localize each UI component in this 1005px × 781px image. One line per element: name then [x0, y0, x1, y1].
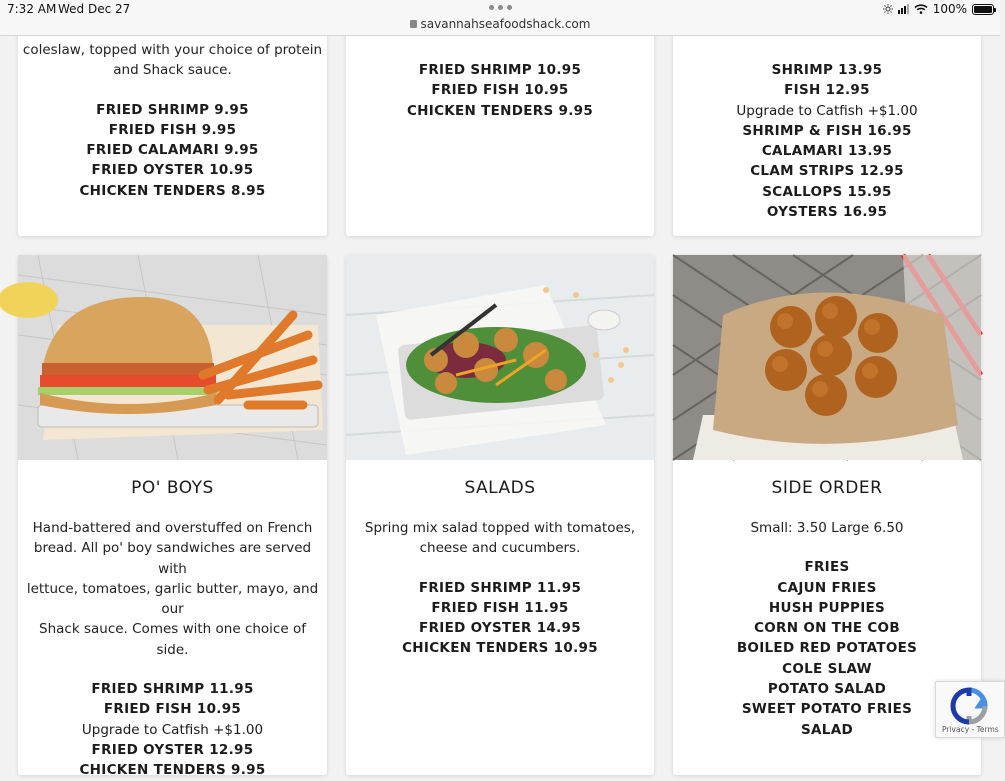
- menu-item: FRIED FISH 9.95: [108, 121, 237, 138]
- card-description-line: Small: 3.50 Large 6.50: [750, 520, 904, 536]
- card-description-line: bread. All po' boy sandwiches are served with: [33, 540, 312, 577]
- menu-item: SWEET POTATO FRIES: [741, 701, 913, 718]
- card-description-line: Shack sauce. Comes with one choice of side.: [39, 621, 306, 658]
- battery-percent: 100%: [932, 2, 967, 16]
- menu-item: FRIED FISH 11.95: [431, 599, 569, 616]
- menu-item: FRIED OYSTER 10.95: [91, 162, 254, 179]
- card-description-line: coleslaw, topped with your choice of protein: [22, 42, 323, 58]
- recaptcha-badge[interactable]: [935, 681, 1005, 738]
- card-description-line: Spring mix salad topped with tomatoes,: [364, 520, 636, 536]
- menu-item: FISH 12.95: [784, 82, 870, 99]
- menu-item: FRIED OYSTER 14.95: [419, 620, 581, 637]
- menu-item: FRIED FISH 10.95: [103, 701, 242, 718]
- address-url: savannahseafoodshack.com: [420, 17, 591, 31]
- multitask-dots-icon[interactable]: [489, 5, 512, 10]
- menu-item: CHICKEN TENDERS 9.95: [406, 102, 594, 119]
- brightness-icon: [883, 4, 893, 14]
- menu-card-salads: [346, 255, 654, 775]
- menu-item: CALAMARI 13.95: [761, 143, 893, 160]
- signal-icon: [898, 4, 909, 14]
- menu-item: CLAM STRIPS 12.95: [750, 163, 904, 180]
- card-title: PO' BOYS: [131, 478, 214, 498]
- wifi-icon: [914, 4, 928, 14]
- menu-item: HUSH PUPPIES: [768, 599, 886, 616]
- menu-item: SALAD: [801, 721, 853, 738]
- status-date: Wed Dec 27: [58, 2, 131, 16]
- card-title: SIDE ORDER: [771, 478, 883, 498]
- po-boy-sandwich-photo: [18, 255, 327, 460]
- recaptcha-icon: [949, 686, 989, 726]
- status-bar: [0, 0, 1000, 36]
- card-description-line: lettuce, tomatoes, garlic butter, mayo, and our: [26, 580, 319, 618]
- menu-item: BOILED RED POTATOES: [736, 640, 918, 657]
- battery-fill: [974, 6, 992, 13]
- hush-puppies-photo: [673, 255, 981, 460]
- card-description-line: cheese and cucumbers.: [419, 540, 581, 557]
- menu-item: CHICKEN TENDERS 9.95: [79, 762, 266, 779]
- menu-item: FRIED SHRIMP 11.95: [91, 681, 254, 698]
- menu-item: FRIED SHRIMP 11.95: [418, 579, 582, 596]
- menu-item: FRIES: [804, 559, 850, 576]
- menu-item: OYSTERS 16.95: [766, 204, 888, 221]
- menu-item: CORN ON THE COB: [754, 620, 900, 637]
- menu-note: Upgrade to Catfish +$1.00: [81, 721, 264, 738]
- menu-item: FRIED SHRIMP 9.95: [96, 101, 249, 118]
- card-title: SALADS: [464, 478, 536, 498]
- menu-item: FRIED SHRIMP 10.95: [418, 62, 582, 78]
- address-bar[interactable]: [0, 17, 1000, 31]
- menu-item: FRIED FISH 10.95: [431, 82, 569, 99]
- menu-item: FRIED CALAMARI 9.95: [86, 142, 259, 159]
- menu-card-partial-1: [18, 30, 327, 236]
- fried-chicken-salad-photo: [346, 255, 654, 460]
- card-description-line: and Shack sauce.: [113, 62, 232, 79]
- menu-item: POTATO SALAD: [767, 681, 887, 698]
- menu-card-partial-2: [346, 30, 654, 236]
- menu-item: CAJUN FRIES: [777, 579, 877, 596]
- menu-item: SHRIMP 13.95: [771, 62, 883, 78]
- recaptcha-terms-link[interactable]: Privacy - Terms: [942, 725, 999, 734]
- menu-item: COLE SLAW: [782, 660, 872, 677]
- status-time: 7:32 AM: [7, 2, 57, 16]
- menu-item: SCALLOPS 15.95: [762, 183, 892, 200]
- menu-item: SHRIMP & FISH 16.95: [742, 122, 912, 139]
- menu-card-partial-3: [673, 30, 981, 236]
- menu-card-po-boys: [18, 255, 327, 779]
- lock-icon: [410, 20, 417, 28]
- menu-item: CHICKEN TENDERS 10.95: [402, 640, 598, 657]
- battery-icon: [972, 4, 994, 15]
- card-description-line: Hand-battered and overstuffed on French: [32, 520, 313, 536]
- menu-item: FRIED OYSTER 12.95: [91, 741, 254, 758]
- menu-item: CHICKEN TENDERS 8.95: [79, 182, 266, 199]
- menu-note: Upgrade to Catfish +$1.00: [736, 102, 918, 119]
